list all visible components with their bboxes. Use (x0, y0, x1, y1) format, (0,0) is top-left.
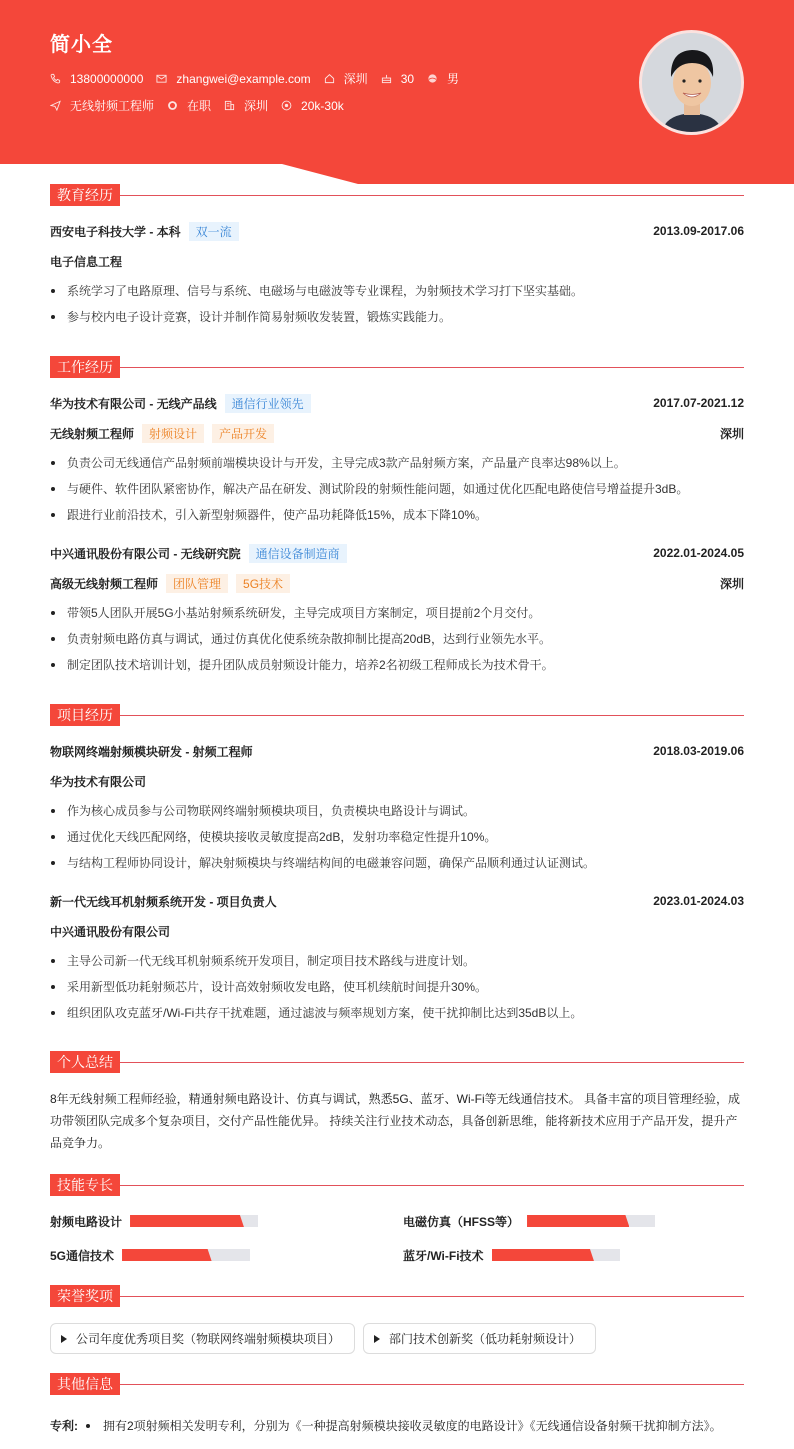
phone-icon (50, 73, 61, 84)
work-role-row (50, 424, 744, 442)
section-title: 其他信息 (50, 1373, 120, 1395)
section-header (50, 356, 744, 378)
company-tag: 通信设备制造商 (249, 544, 347, 563)
other-info-section (50, 1373, 744, 1433)
list-item: 通过优化天线匹配网络，使模块接收灵敏度提高2dB，发射功率稳定性提升10%。 (50, 828, 744, 846)
project-name: 新一代无线耳机射频系统开发 - 项目负责人 (50, 894, 277, 909)
list-item: 跟进行业前沿技术，引入新型射频器件，使产品功耗降低15%，成本下降10%。 (50, 506, 744, 524)
skill-name: 射频电路设计 (50, 1214, 123, 1229)
contact-info-row (50, 70, 472, 87)
list-item: 主导公司新一代无线耳机射频系统开发项目，制定项目技术路线与进度计划。 (50, 952, 744, 970)
triangle-right-icon (61, 1335, 67, 1343)
project-row (50, 892, 744, 910)
email-item (156, 72, 310, 86)
bullet-dot (86, 1424, 90, 1428)
skill-bar (492, 1249, 620, 1261)
project-date: 2023.01-2024.03 (653, 894, 744, 908)
education-date: 2013.09-2017.06 (653, 224, 744, 238)
work-city-text: 深圳 (244, 99, 269, 113)
section-divider (120, 1384, 744, 1385)
list-item: 负责公司无线通信产品射频前端模块设计与开发，主导完成3款产品射频方案，产品量产良率达98%以上。 (50, 454, 744, 472)
section-title: 技能专长 (50, 1174, 120, 1196)
skill-item (50, 1246, 250, 1264)
phone-item (50, 72, 143, 86)
salary-icon (281, 100, 292, 111)
section-divider (120, 195, 744, 196)
skill-bar-fill (492, 1249, 594, 1261)
school-name: 西安电子科技大学 - 本科 (50, 224, 181, 239)
summary-text: 8年无线射频工程师经验，精通射频电路设计、仿真与调试，熟悉5G、蓝牙、Wi-Fi等无线通信技术。 具备丰富的项目管理经验，成功带领团队完成多个复杂项目，交付产品性能优异。 持续关注行业技术动态，具备创新思维，能将新技术应用于产品开发，提升产品竞争力。 (50, 1092, 741, 1150)
project-company: 华为技术有限公司 (50, 774, 147, 789)
list-item: 制定团队技术培训计划，提升团队成员射频设计能力，培养2名初级工程师成长为技术骨干。 (50, 656, 744, 674)
skill-bar-fill (122, 1249, 212, 1261)
section-title: 项目经历 (50, 704, 120, 726)
project-company-row (50, 772, 744, 790)
project-date: 2018.03-2019.06 (653, 744, 744, 758)
list-item: 负责射频电路仿真与调试，通过仿真优化使系统杂散抑制比提高20dB，达到行业领先水平。 (50, 630, 744, 648)
patent-row (50, 1417, 722, 1434)
major-row (50, 252, 744, 270)
role-tag: 产品开发 (212, 424, 274, 443)
list-item: 采用新型低功耗射频芯片，设计高效射频收发电路，使耳机续航时间提升30%。 (50, 978, 744, 996)
email-text: zhangwei@example.com (176, 71, 311, 86)
project-company-row (50, 922, 744, 940)
project-row (50, 742, 744, 760)
section-divider (120, 1296, 744, 1297)
send-icon (50, 100, 61, 111)
list-item: 与结构工程师协同设计，解决射频模块与终端结构间的电磁兼容问题，确保产品顺利通过认证测试。 (50, 854, 744, 872)
candidate-name: 简小全 (50, 34, 113, 56)
salary-item (281, 99, 344, 113)
gender-icon (427, 73, 438, 84)
skill-bar (130, 1215, 258, 1227)
list-item: 系统学习了电路原理、信号与系统、电磁场与电磁波等专业课程，为射频技术学习打下坚实基础。 (50, 282, 744, 300)
education-row (50, 222, 744, 240)
list-item: 带领5人团队开展5G小基站射频系统研发，主导完成项目方案制定，项目提前2个月交付。 (50, 604, 744, 622)
work-location: 深圳 (719, 426, 744, 441)
patent-label: 专利: (50, 1419, 78, 1433)
triangle-right-icon (374, 1335, 380, 1343)
mail-icon (156, 73, 167, 84)
salary-text: 20k-30k (301, 98, 344, 113)
status-icon (167, 100, 178, 111)
role-tag: 射频设计 (142, 424, 204, 443)
section-header (50, 184, 744, 206)
work-company-row (50, 394, 744, 412)
role-tag: 5G技术 (236, 574, 290, 593)
work-city-item (224, 97, 268, 114)
gender-text: 男 (447, 72, 460, 86)
section-header (50, 1174, 744, 1196)
list-item: 组织团队攻克蓝牙/Wi-Fi共存干扰难题，通过滤波与频率规划方案，使干扰抑制比达到35dB以上。 (50, 1004, 744, 1022)
skill-name: 5G通信技术 (50, 1248, 115, 1263)
role-tag: 团队管理 (166, 574, 228, 593)
work-role-row (50, 574, 744, 592)
position-item (50, 97, 154, 114)
work-date: 2017.07-2021.12 (653, 396, 744, 410)
status-item (167, 97, 211, 114)
work-date: 2022.01-2024.05 (653, 546, 744, 560)
section-title: 教育经历 (50, 184, 120, 206)
award-text: 公司年度优秀项目奖（物联网终端射频模块项目） (76, 1332, 341, 1346)
phone-text: 13800000000 (70, 71, 144, 86)
avatar-photo (642, 33, 742, 133)
education-section (50, 184, 744, 324)
section-divider (120, 367, 744, 368)
award-text: 部门技术创新奖（低功耗射频设计） (389, 1332, 582, 1346)
skill-bar-fill (130, 1215, 244, 1227)
age-text: 30 (400, 71, 415, 86)
section-divider (120, 715, 744, 716)
section-divider (120, 1062, 744, 1063)
skill-item (403, 1212, 655, 1230)
status-text: 在职 (187, 99, 212, 113)
cake-icon (381, 73, 392, 84)
patent-text: 拥有2项射频相关发明专利，分别为《一种提高射频模块接收灵敏度的电路设计》《无线通信设备射频干扰抑制方法》。 (103, 1419, 722, 1433)
skill-bar-fill (527, 1215, 629, 1227)
work-section (50, 356, 744, 672)
list-item: 与硬件、软件团队紧密协作，解决产品在研发、测试阶段的射频性能问题，如通过优化匹配电路使信号增益提升3dB。 (50, 480, 744, 498)
company-tag: 通信行业领先 (225, 394, 311, 413)
skills-section (50, 1174, 744, 1263)
skill-name: 蓝牙/Wi-Fi技术 (403, 1248, 484, 1263)
award-item (50, 1323, 355, 1354)
city-item (324, 70, 368, 87)
company-name: 中兴通讯股份有限公司 - 无线研究院 (50, 546, 241, 561)
company-name: 华为技术有限公司 - 无线产品线 (50, 396, 217, 411)
project-company: 中兴通讯股份有限公司 (50, 924, 171, 939)
section-header (50, 1285, 744, 1307)
section-header (50, 1051, 744, 1073)
summary-section (50, 1051, 744, 1150)
section-header (50, 704, 744, 726)
major: 电子信息工程 (50, 254, 123, 269)
position-text: 无线射频工程师 (70, 99, 155, 113)
project-name: 物联网终端射频模块研发 - 射频工程师 (50, 744, 253, 759)
skill-bar (527, 1215, 655, 1227)
home-icon (324, 73, 335, 84)
age-item (381, 72, 414, 86)
city-text: 深圳 (343, 72, 368, 86)
building-icon (224, 100, 235, 111)
list-item: 作为核心成员参与公司物联网终端射频模块项目，负责模块电路设计与调试。 (50, 802, 744, 820)
gender-item (427, 70, 459, 87)
avatar (639, 30, 744, 135)
list-item: 参与校内电子设计竞赛，设计并制作简易射频收发装置，锻炼实践能力。 (50, 308, 744, 326)
skill-item (50, 1212, 258, 1230)
awards-section (50, 1285, 744, 1346)
resume-header (0, 0, 794, 184)
work-location: 深圳 (719, 576, 744, 591)
section-title: 工作经历 (50, 356, 120, 378)
job-intent-row (50, 97, 357, 114)
section-header (50, 1373, 744, 1395)
award-item (363, 1323, 596, 1354)
role-title: 高级无线射频工程师 (50, 576, 159, 591)
section-title: 荣誉奖项 (50, 1285, 120, 1307)
skill-bar (122, 1249, 250, 1261)
work-company-row (50, 544, 744, 562)
school-tag: 双一流 (189, 222, 239, 241)
projects-section (50, 704, 744, 1020)
skill-item (403, 1246, 620, 1264)
section-divider (120, 1185, 744, 1186)
role-title: 无线射频工程师 (50, 426, 135, 441)
section-title: 个人总结 (50, 1051, 120, 1073)
skill-name: 电磁仿真（HFSS等） (403, 1214, 520, 1229)
